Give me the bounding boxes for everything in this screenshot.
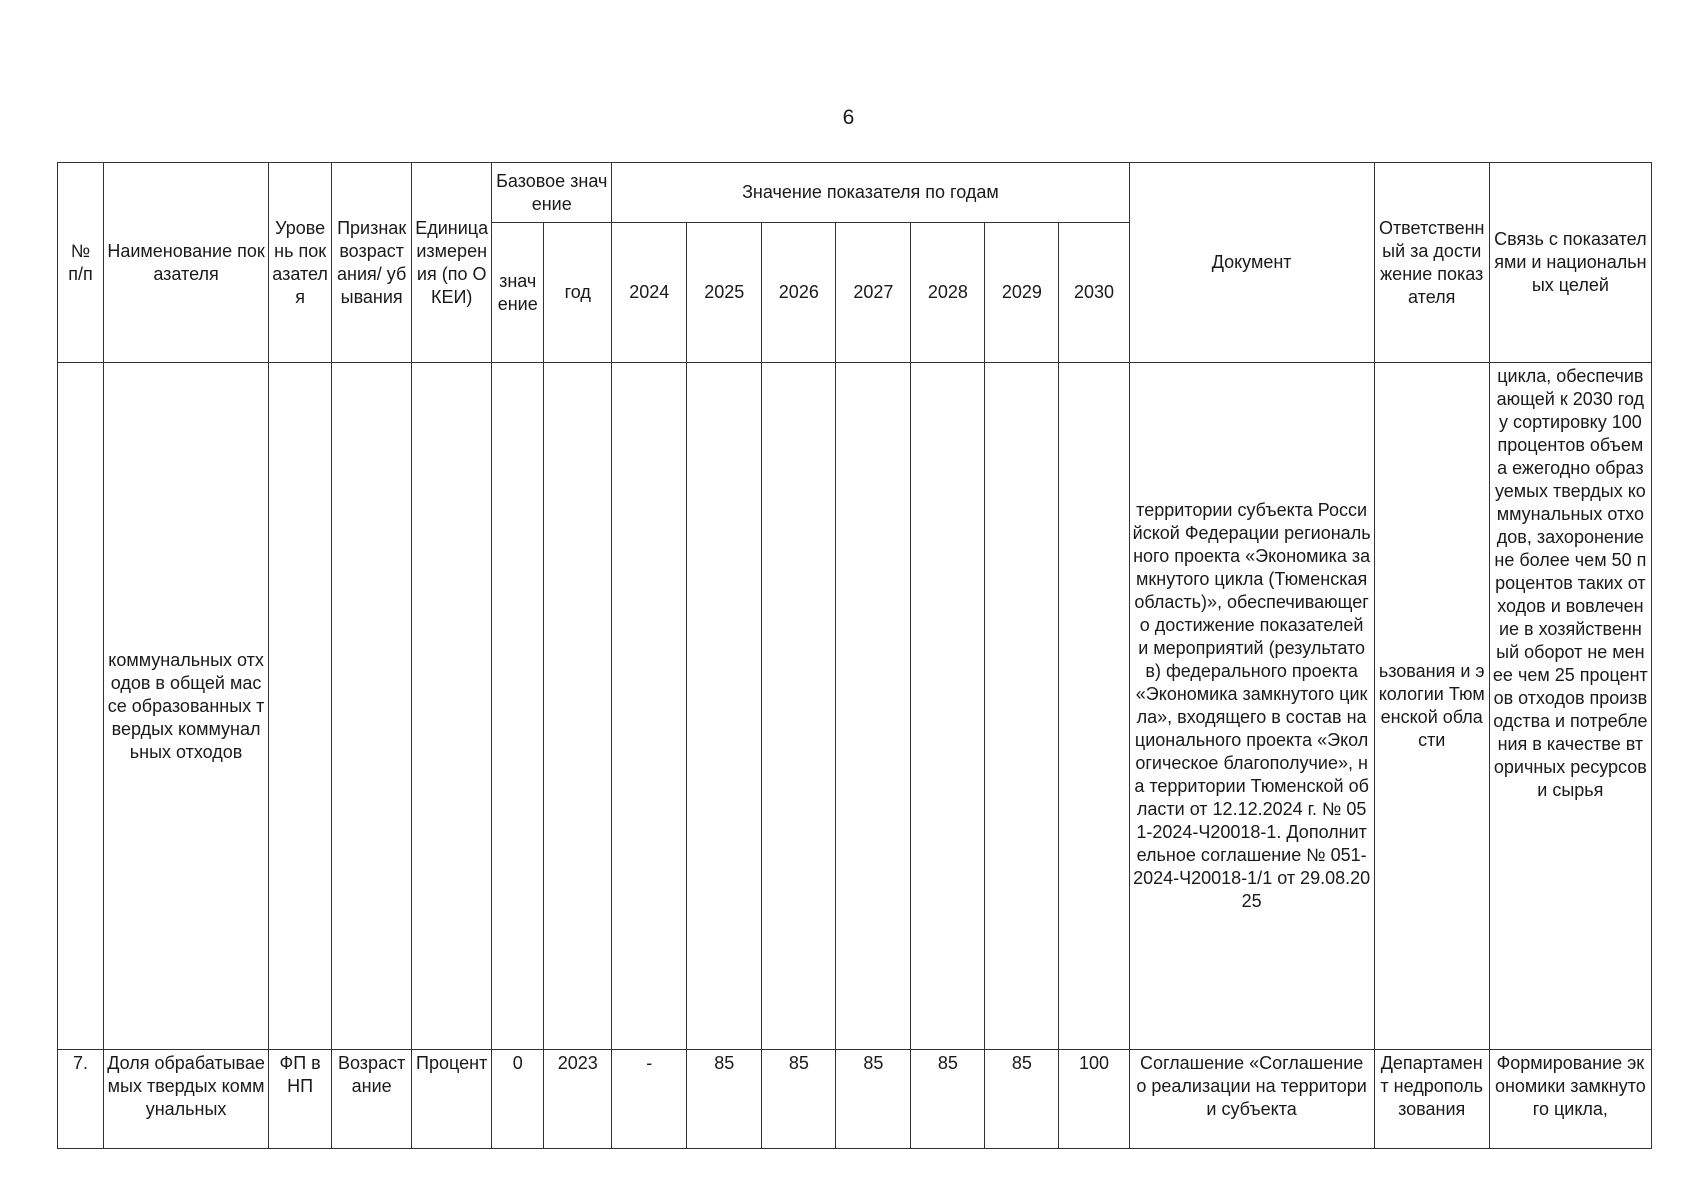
cell-name: Доля обрабатываемых твердых коммунальных [104,1050,269,1149]
header-base-year: год [544,223,612,363]
cell-base-year: 2023 [544,1050,612,1149]
page-number: 6 [842,106,855,129]
header-year-2027: 2027 [836,223,911,363]
header-year-2030: 2030 [1059,223,1129,363]
cell-level: ФП в НП [269,1050,332,1149]
header-level: Уровень показателя [269,163,332,363]
table-row-continued [58,363,1652,1050]
header-year-2026: 2026 [762,223,836,363]
cell-base-value: 0 [492,1050,544,1149]
header-year-2029: 2029 [985,223,1059,363]
header-year-2028: 2028 [911,223,985,363]
cell-value-2024 [612,363,687,1050]
header-num: № п/п [58,163,104,363]
header-link: Связь с показателями и национальных целей [1489,163,1651,363]
cell-trend: Возрастание [332,1050,412,1149]
cell-responsible: Департамент недропользования [1374,1050,1489,1149]
cell-unit [412,363,492,1050]
indicators-table [57,162,1652,1149]
cell-value-2028: 85 [911,1050,985,1149]
cell-value-2025 [687,363,762,1050]
cell-value-2025: 85 [687,1050,762,1149]
cell-base-value [492,363,544,1050]
header-name: Наименование показателя [104,163,269,363]
header-values-by-year: Значение показателя по годам [612,163,1129,223]
header-year-2025: 2025 [687,223,762,363]
cell-level [269,363,332,1050]
cell-name: коммунальных отходов в общей массе образованных твердых коммунальных отходов [104,363,269,1050]
cell-value-2026: 85 [762,1050,836,1149]
cell-unit: Процент [412,1050,492,1149]
cell-trend [332,363,412,1050]
cell-value-2029 [985,363,1059,1050]
header-year-2024: 2024 [612,223,687,363]
cell-num: 7. [58,1050,104,1149]
header-trend: Признак возрастания/ убывания [332,163,412,363]
header-base-value: значение [492,223,544,363]
header-base: Базовое значение [492,163,612,223]
cell-link: Формирование экономики замкнутого цикла, [1489,1050,1651,1149]
header-unit: Единица измерения (по ОКЕИ) [412,163,492,363]
cell-base-year [544,363,612,1050]
cell-value-2027: 85 [836,1050,911,1149]
cell-value-2029: 85 [985,1050,1059,1149]
cell-value-2028 [911,363,985,1050]
cell-value-2026 [762,363,836,1050]
cell-value-2030 [1059,363,1129,1050]
cell-value-2024: - [612,1050,687,1149]
header-document: Документ [1129,163,1374,363]
cell-link: цикла, обеспечивающей к 2030 году сортировку 100 процентов объема ежегодно образуемых твердых коммунальных отходов, захоронение не более чем 50 процентов таких отходов и вовлечение в хозяйственный оборот не менее чем 25 процентов отходов производства и потребления в качестве вторичных ресурсов и сырья [1489,363,1651,1050]
cell-document: Соглашение «Соглашение о реализации на территории субъекта [1129,1050,1374,1149]
cell-num [58,363,104,1050]
cell-responsible: ьзования и экологии Тюменской области [1374,363,1489,1050]
table-row-7 [58,1050,1652,1149]
cell-value-2030: 100 [1059,1050,1129,1149]
header-responsible: Ответственный за достижение показателя [1374,163,1489,363]
cell-value-2027 [836,363,911,1050]
cell-document: территории субъекта Российской Федерации регионального проекта «Экономика замкнутого цикла (Тюменская область)», обеспечивающего достижение показателей и мероприятий (результатов) федерального проекта «Экономика замкнутого цикла», входящего в состав национального проекта «Экологическое благополучие», на территории Тюменской области от 12.12.2024 г. № 051-2024-Ч20018-1. Дополнительное соглашение № 051-2024-Ч20018-1/1 от 29.08.2025 [1129,363,1374,1050]
